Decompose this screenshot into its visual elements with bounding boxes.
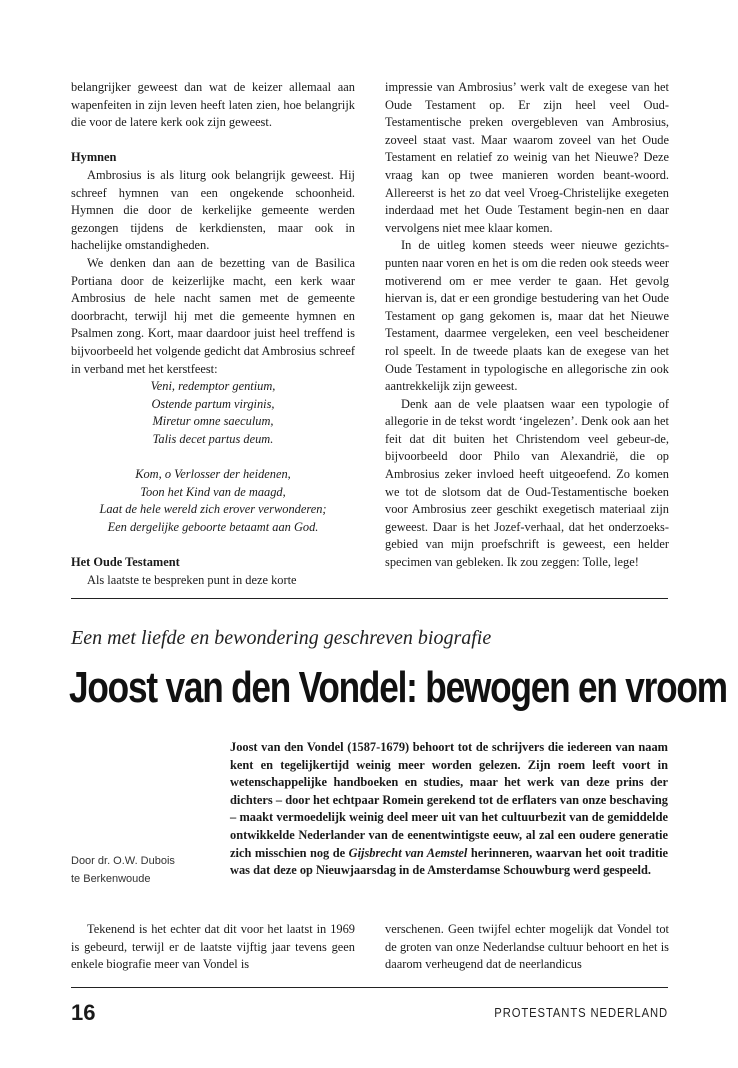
- paragraph: impressie van Ambrosius’ werk valt de exegese van het Oude Testament op. Er zijn heel veel Oud-Testamentische preken overgebleven van Ambrosius, zoveel staat vast. Maar waarom zoveel van het Oude Testament en relatief zo weinig van het Nieuwe? Deze vraag kan op twee manieren worden beant-woord. Allereerst is het zo dat veel Vroeg-Christelijke exegeten inderdaad met het Oude Testament begin-nen en daar vervolgens niet mee klaar komen.: [385, 80, 669, 235]
- paragraph: We denken dan aan de bezetting van de Basilica Portiana door de keizerlijke macht, een kerk waar Ambrosius de hele nacht samen met de gemeente doorbracht, terwijl hij met die gemeente hymnen en Psalmen zong. Kort, maar daardoor juist heel treffend is bijvoorbeeld het volgende gedicht dat Ambrosius schreef in verband met het kerstfeest:: [71, 255, 355, 376]
- intro-text: herinneren, waarvan het ooit traditie was dat deze op Nieuwjaarsdag in de Amsterdamse Schouwburg werd gespeeld.: [230, 845, 669, 878]
- paragraph: Tekenend is het echter dat dit voor het laatst in 1969 is gebeurd, terwijl er de laatste vijftig jaar tevens geen enkele biografie meer van Vondel is: [71, 922, 355, 972]
- poem-line: Miretur omne saeculum,: [152, 414, 274, 429]
- byline: [71, 853, 175, 888]
- poem-line: Kom, o Verlosser der heidenen,: [135, 467, 291, 482]
- right-column-top: [385, 79, 669, 572]
- byline-author: Door dr. O.W. Dubois: [71, 855, 175, 867]
- divider: [71, 598, 668, 599]
- poem-line: Een dergelijke geboorte betaamt aan God.: [107, 519, 319, 534]
- intro-title: Gijsbrecht van Aemstel: [348, 845, 468, 860]
- paragraph: Denk aan de vele plaatsen waar een typologie of allegorie in de tekst wordt ‘ingelezen’. Denk ook aan het feit dat dit buiten het Christendom veel gebeur-de, bijvoorbeeld door Philo van Alexandrië, die op Ambrosius zeker invloed heeft uitgeoefend. Zo komen we tot de slotsom dat de Oud-Testamentische boeken voor Ambrosius zeer geschikt exegetisch materiaal zijn geweest. Daar is het Jozef-verhaal, dat het onderzoeks-gebied van mijn proefschrift is geweest, een helder specimen van gebleken. Ik zou zeggen: Tolle, lege!: [385, 396, 669, 570]
- section-heading-old-testament: Het Oude Testament: [71, 555, 180, 570]
- poem-line: Ostende partum virginis,: [151, 396, 275, 411]
- poem-latin: [71, 378, 355, 448]
- poem-line: Laat de hele wereld zich erover verwonderen;: [99, 502, 327, 517]
- article-headline: Joost van den Vondel: bewogen en vroom: [69, 663, 727, 712]
- article-intro: [230, 739, 668, 880]
- left-column-top: [71, 79, 355, 589]
- paragraph: In de uitleg komen steeds weer nieuwe gezichts-punten naar voren en het is om die reden ook steeds weer motiverend om er mee verder te gaan. Het gevolg hiervan is, dat er een grondige bestudering van het Oude Testament op gang gekomen is, maar dat het Nieuwe Testament, daarmee vergeleken, een veel bescheidener rol speelt. In de tweede plaats kan de exegese van het Oude Testament in typologische en allegorische zin ook aantrekkelijk zijn geweest.: [385, 238, 669, 394]
- poem-line: Toon het Kind van de maagd,: [140, 484, 286, 499]
- left-column-bottom: [71, 921, 355, 974]
- poem-line: Talis decet partus deum.: [152, 431, 274, 446]
- article-kicker: Een met liefde en bewondering geschreven biografie: [71, 627, 492, 649]
- byline-location: te Berkenwoude: [71, 872, 151, 885]
- section-heading-hymns: Hymnen: [71, 150, 117, 165]
- poem-dutch: [71, 466, 355, 536]
- paragraph: verschenen. Geen twijfel echter mogelijk dat Vondel tot de groten van onze Nederlandse cultuur behoort en het is daarom verheugend dat de neerlandicus: [385, 922, 669, 972]
- paragraph: Als laatste te bespreken punt in deze korte: [87, 572, 297, 587]
- poem-line: Veni, redemptor gentium,: [150, 379, 276, 394]
- right-column-bottom: [385, 921, 669, 974]
- page-number: 16: [71, 1000, 96, 1025]
- paragraph: belangrijker geweest dan wat de keizer allemaal aan wapenfeiten in zijn leven heeft laten zien, hoe belangrijk die voor de latere kerk ook zijn geweest.: [71, 80, 355, 130]
- paragraph: Ambrosius is als liturg ook belangrijk geweest. Hij schreef hymnen van een ongekende schoonheid. Hymnen die door de kerkelijke gemeente werden gezongen tijdens de kerkdiensten, maar ook in hachelijke omstandigheden.: [71, 167, 355, 253]
- footer-divider: [71, 987, 668, 988]
- intro-text: Joost van den Vondel (1587-1679) behoort tot de schrijvers die iedereen van naam kent en tegelijkertijd weinig meer worden gelezen. Zijn roem leeft voort in wetenschappelijke handboeken en studies, maar het werk van deze prins der dichters – door het echtpaar Romein gerekend tot de erflaters van onze beschaving – maakt vermoedelijk weinig deel meer uit van het cultuurbezit van de gemiddelde ontwikkelde Nederlander van de eenentwintigste eeuw, al zal een oudere generatie zich misschien nog de: [230, 740, 668, 860]
- magazine-name: PROTESTANTS NEDERLAND: [494, 1006, 668, 1020]
